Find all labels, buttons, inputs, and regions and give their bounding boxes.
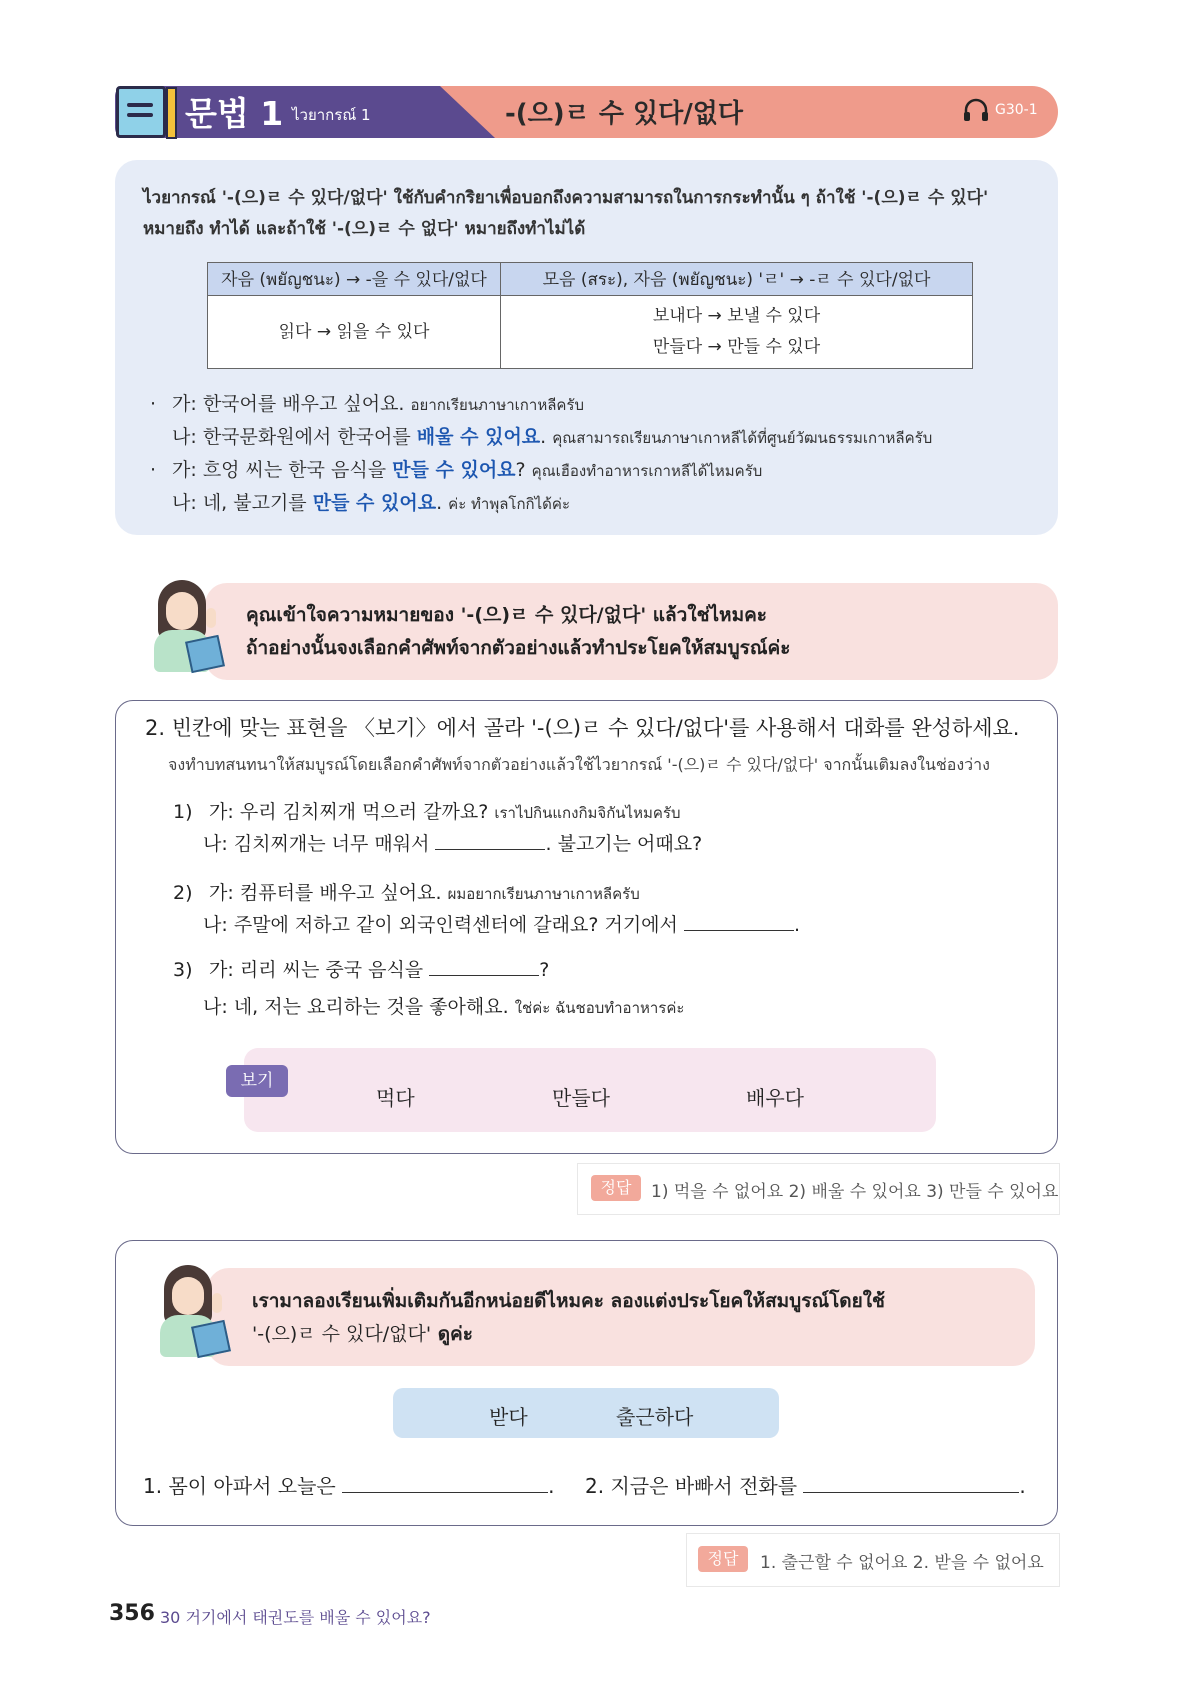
headphone-icon[interactable] [963,98,989,122]
answer-blank[interactable] [435,829,545,850]
exercise-question-thai: จงทำบทสนทนาให้สมบูรณ์โดยเลือกคำศัพท์จากตัวอย่างแล้วใช้ไวยากรณ์ '-(으)ㄹ 수 있다/없다' จากนั้นเติมลงในช่องว่าง [168,755,990,774]
explanation-line-1: ไวยากรณ์ '-(으)ㄹ 수 있다/없다' ใช้กับคำกริยาเพื่อบอกถึงความสามารถในการกระทำนั้น ๆ ถ้าใช้ '-(으)ㄹ 수 있다' [143,188,989,208]
page-number: 356 [109,1601,155,1626]
explanation-line-2: หมายถึง ทำได้ และถ้าใช้ '-(으)ㄹ 수 없다' หมายถึงทำไม่ได้ [143,219,586,239]
exercise-item-1-b: 나: 김치찌개는 너무 매워서 . 불고기는 어때요? [203,829,702,856]
example-line: · 가: 한국어를 배우고 싶어요. อยากเรียนภาษาเกาหลีครับ [150,393,585,415]
explanation-text [143,183,1043,245]
exercise-item-1-a: 1) 가: 우리 김치찌개 먹으러 갈까요? เราไปกินแกงกิมจิกันไหมครับ [173,801,681,823]
table-header-consonant: 자음 (พยัญชนะ) → -을 수 있다/없다 [208,263,501,296]
table-header-vowel: 모음 (สระ), 자음 (พยัญชนะ) 'ㄹ' → -ㄹ 수 있다/없다 [501,263,973,296]
example-line: 나: 한국문화원에서 한국어를 배울 수 있어요. คุณสามารถเรียนภาษาเกาหลีได้ที่ศูนย์วัฒนธรรมเกาหลีครับ [172,426,933,448]
word-bank-word: 출근하다 [616,1405,694,1429]
word-bank-tag: 보기 [226,1065,288,1097]
answer-key-tag: 정답 [698,1546,748,1572]
exercise-question: 2. 빈칸에 맞는 표현을 〈보기〉에서 골라 '-(으)ㄹ 수 있다/없다'를 사용해서 대화를 완성하세요. [145,716,1020,740]
answer-blank[interactable] [429,955,539,976]
answer-blank[interactable] [803,1472,1019,1493]
extra-question-1: 1. 몸이 아파서 오늘은 . [143,1474,555,1498]
grammar-label: 문법 1 [185,94,284,133]
teacher-speech-text: เรามาลองเรียนเพิ่มเติมกันอีกหน่อยดีไหมคะ ลองแต่งประโยคให้สมบูรณ์โดยใช้ '-(으)ㄹ 수 있다/없다' ดูค่ะ [252,1290,885,1345]
word-bank-word: 먹다 [376,1086,415,1110]
exercise-item-2-a: 2) 가: 컴퓨터를 배우고 싶어요. ผมอยากเรียนภาษาเกาหลีครับ [173,882,640,904]
example-line: 나: 네, 불고기를 만들 수 있어요. ค่ะ ทำพุลโกกิได้ค่ะ [172,492,571,514]
answer-blank[interactable] [684,910,794,931]
word-bank-word: 배우다 [746,1086,804,1110]
teacher-illustration [144,578,232,674]
word-bank-word: 받다 [489,1405,528,1429]
grammar-pattern: -(으)ㄹ 수 있다/없다 [505,99,743,129]
teacher-speech-text: คุณเข้าใจความหมายของ '-(으)ㄹ 수 있다/없다' แล้วใช่ไหมคะ ถ้าอย่างนั้นจงเลือกคำศัพท์จากตัวอย่างแล้วทำประโยคให้สมบูรณ์ค่ะ [246,604,791,659]
chapter-title: 30 거기에서 태권도를 배울 수 있어요? [160,1608,431,1627]
table-cell-vowel-examples: 보내다 → 보낼 수 있다 만들다 → 만들 수 있다 [501,296,973,369]
answer-key-text: 1. 출근할 수 없어요 2. 받을 수 없어요 [760,1553,1044,1573]
answer-key-text: 1) 먹을 수 없어요 2) 배울 수 있어요 3) 만들 수 있어요 [651,1182,1059,1202]
audio-track-code[interactable]: G30-1 [995,102,1038,118]
extra-question-2: 2. 지금은 바빠서 전화를 . [585,1474,1026,1498]
answer-key-tag: 정답 [591,1175,641,1201]
example-dialogues [150,388,932,520]
exercise-item-3-a: 3) 가: 리리 씨는 중국 음식을 ? [173,955,549,982]
book-icon [116,86,166,138]
answer-blank[interactable] [342,1472,548,1493]
word-bank-word: 만들다 [552,1086,610,1110]
table-cell-consonant-example: 읽다 → 읽을 수 있다 [208,296,501,369]
word-bank-box [393,1388,779,1438]
conjugation-table [207,262,973,369]
exercise-item-3-b: 나: 네, 저는 요리하는 것을 좋아해요. ใช่ค่ะ ฉันชอบทำอาหารค่ะ [203,996,685,1018]
example-line: · 가: 흐엉 씨는 한국 음식을 만들 수 있어요? คุณเฮืองทำอาหารเกาหลีได้ไหมครับ [150,459,763,481]
exercise-item-2-b: 나: 주말에 저하고 같이 외국인력센터에 갈래요? 거기에서 . [203,910,800,937]
grammar-label-thai: ไวยากรณ์ 1 [292,106,371,124]
teacher-illustration [150,1263,238,1359]
